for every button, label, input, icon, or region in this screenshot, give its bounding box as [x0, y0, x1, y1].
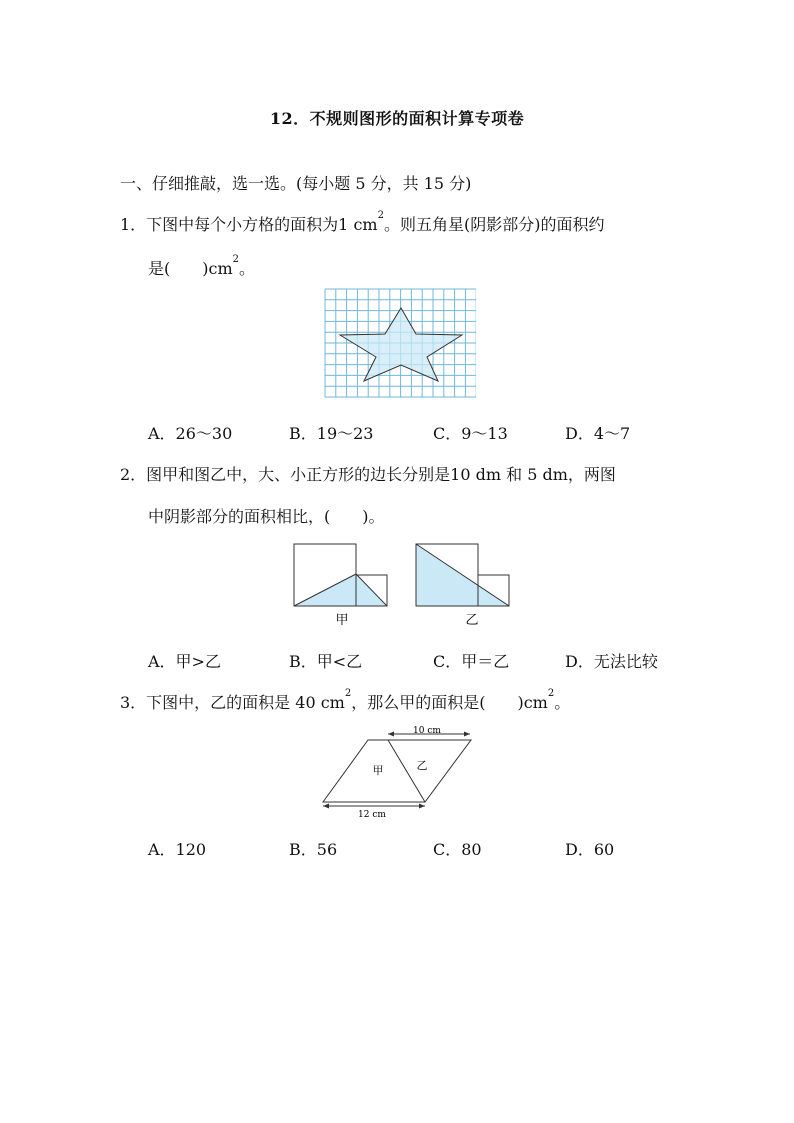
q2-option-d[interactable]: D．无法比较	[565, 652, 658, 671]
q1-text-a: 1．下图中每个小方格的面积为1 cm	[120, 215, 378, 234]
q1-option-c[interactable]: C．9～13	[433, 424, 508, 443]
parallelogram	[323, 740, 471, 802]
jia-shaded-triangle	[294, 574, 387, 606]
q2-option-a[interactable]: A．甲>乙	[148, 652, 221, 671]
figure-jia	[290, 542, 394, 628]
bottom-arrow-left	[323, 804, 329, 809]
q1-line1	[120, 212, 604, 235]
q3-text-c: 。	[554, 693, 571, 712]
q1-line2	[148, 256, 255, 279]
q1-line2-a: 是( )cm	[148, 259, 233, 278]
q3-option-c[interactable]: C．80	[433, 840, 482, 859]
page-title: 12．不规则图形的面积计算专项卷	[269, 109, 525, 128]
region-yi-label: 乙	[416, 759, 428, 772]
q2-option-b[interactable]: B．甲<乙	[289, 652, 363, 671]
q1-option-b[interactable]: B．19～23	[289, 424, 374, 443]
q3-text-b: ，那么甲的面积是( )cm	[351, 693, 548, 712]
q1-line2-sup: 2	[232, 254, 239, 265]
q1-option-a[interactable]: A．26～30	[148, 424, 233, 443]
q1-line2-b: 。	[239, 259, 256, 278]
top-dimension-label: 10 cm	[413, 726, 441, 736]
bottom-arrow-right	[419, 804, 425, 809]
q1-sup: 2	[377, 210, 384, 221]
yi-label: 乙	[465, 613, 479, 628]
q3-option-a[interactable]: A．120	[148, 840, 207, 859]
q3-line	[120, 690, 570, 713]
q3-sup: 2	[344, 688, 352, 699]
jia-label: 甲	[335, 613, 349, 628]
q2-line1: 2．图甲和图乙中，大、小正方形的边长分别是10 dm 和 5 dm，两图	[120, 465, 616, 484]
region-jia-label: 甲	[372, 764, 384, 777]
q2-line2: 中阴影部分的面积相比，( )。	[148, 507, 385, 526]
q2-option-c[interactable]: C．甲＝乙	[433, 652, 510, 671]
parallelogram-figure	[314, 722, 480, 822]
q3-text-a: 3．下图中，乙的面积是 40 cm	[120, 693, 345, 712]
q3-sup2: 2	[547, 688, 555, 699]
q1-option-d[interactable]: D．4～7	[565, 424, 631, 443]
q3-option-d[interactable]: D．60	[565, 840, 615, 859]
q1-text-b: 。则五角星(阴影部分)的面积约	[383, 215, 605, 234]
section-heading: 一、仔细推敲，选一选。(每小题 5 分，共 15 分)	[120, 174, 472, 193]
figure-yi	[412, 542, 516, 628]
q3-option-b[interactable]: B．56	[289, 840, 338, 859]
top-arrow-right	[464, 732, 470, 737]
star-grid-figure	[324, 288, 476, 402]
top-arrow-left	[388, 732, 394, 737]
bottom-dimension-label: 12 cm	[358, 810, 386, 820]
